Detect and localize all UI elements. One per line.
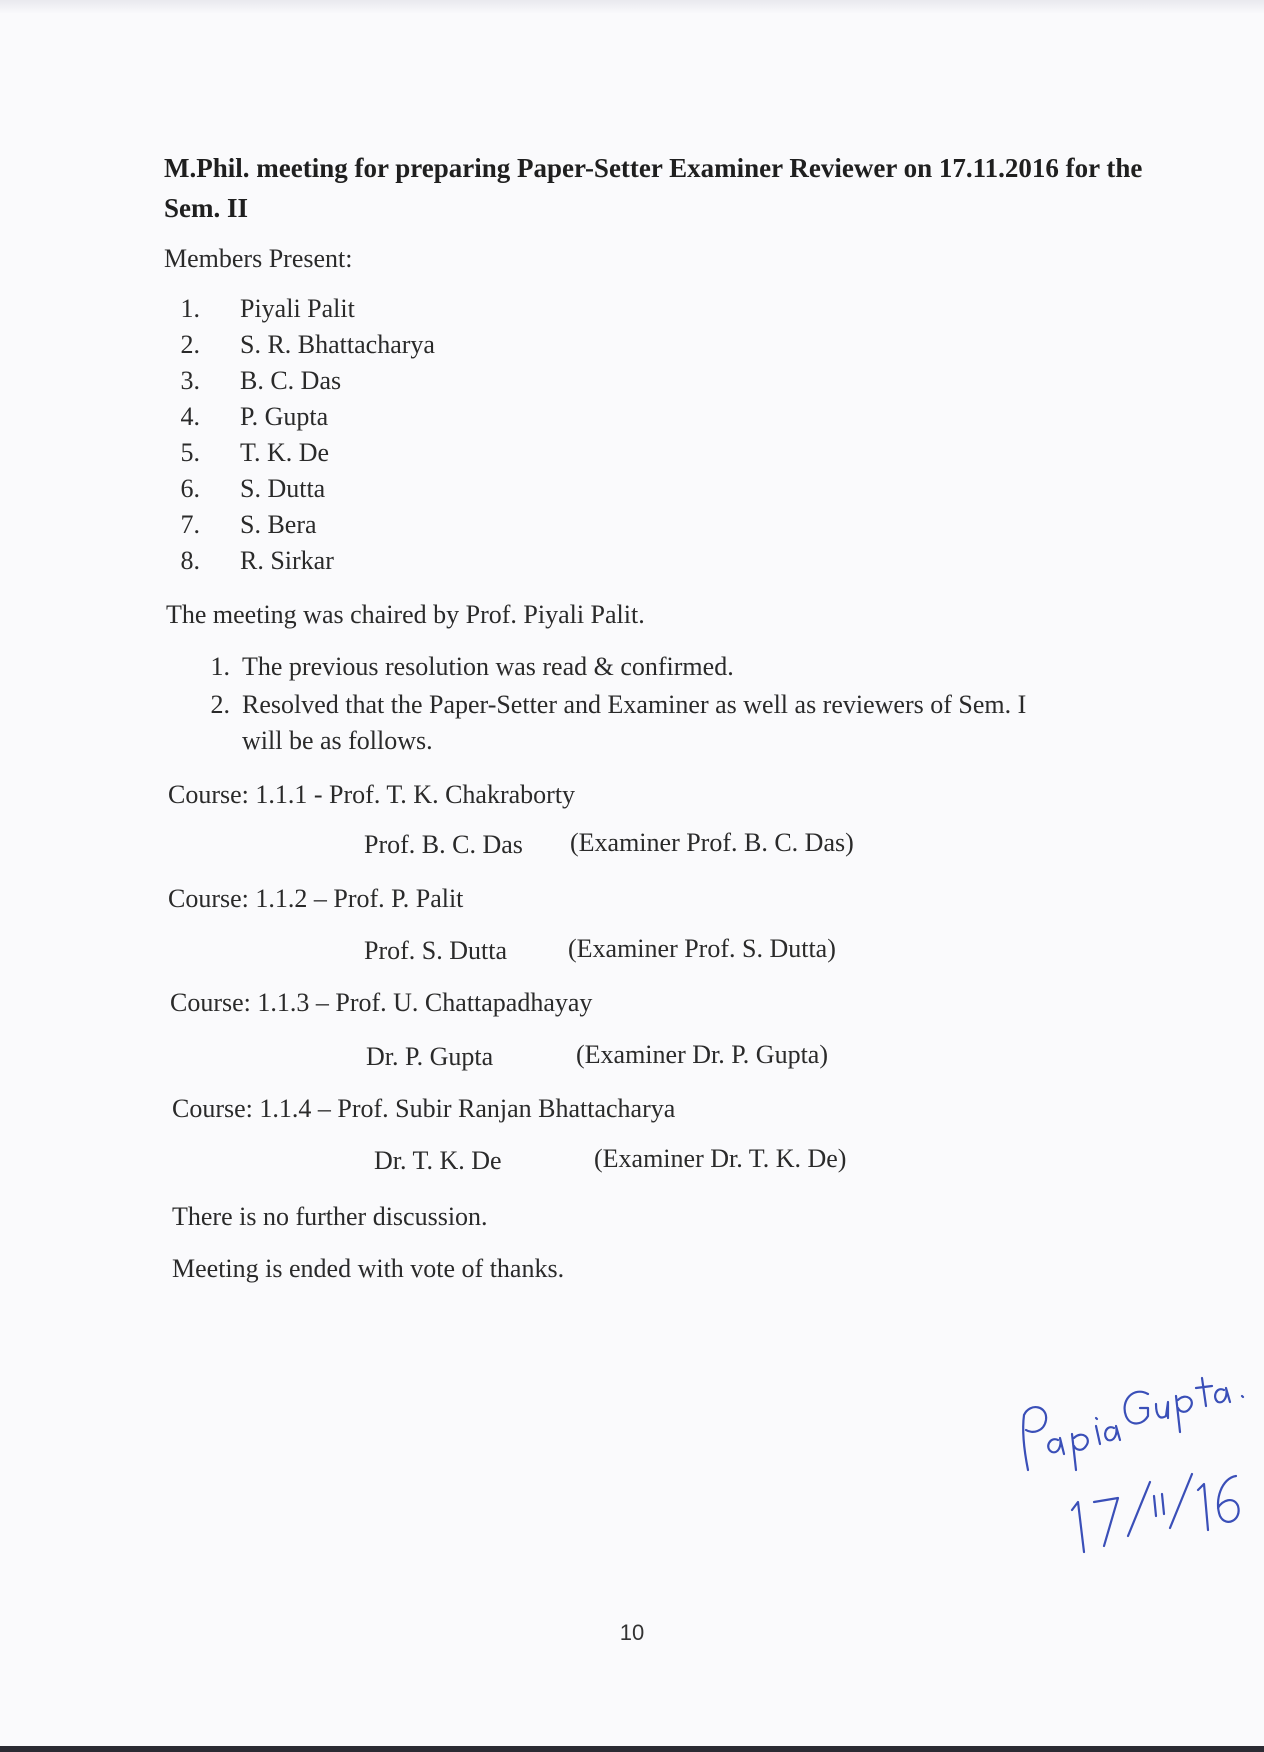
course-examiner: (Examiner Dr. T. K. De) (594, 1144, 847, 1173)
member-number: 2. (180, 330, 200, 359)
member-number: 1. (180, 294, 200, 323)
course-line: Course: 1.1.3 – Prof. U. Chattapadhayay (170, 988, 593, 1017)
course-reviewer: Prof. S. Dutta (364, 936, 507, 965)
resolution-text-continued: will be as follows. (242, 726, 433, 755)
page-number: 10 (619, 1620, 645, 1645)
course-examiner: (Examiner Dr. P. Gupta) (576, 1040, 829, 1069)
scan-bottom-edge (0, 1746, 1264, 1752)
course-examiner: (Examiner Prof. B. C. Das) (570, 828, 854, 857)
handwritten-signature (1010, 1360, 1250, 1560)
scan-top-edge (0, 0, 1264, 14)
member-name: R. Sirkar (240, 546, 334, 575)
members-heading: Members Present: (164, 244, 353, 273)
chair-statement: The meeting was chaired by Prof. Piyali Palit. (166, 600, 645, 629)
course-line: Course: 1.1.4 – Prof. Subir Ranjan Bhattacharya (172, 1094, 676, 1123)
member-number: 4. (180, 402, 200, 431)
member-number: 7. (180, 510, 200, 539)
member-name: S. Bera (240, 510, 317, 539)
course-examiner: (Examiner Prof. S. Dutta) (568, 934, 836, 963)
closing-line: Meeting is ended with vote of thanks. (172, 1254, 565, 1283)
resolution-text: Resolved that the Paper-Setter and Examiner as well as reviewers of Sem. I (242, 690, 1027, 719)
document-title: M.Phil. meeting for preparing Paper-Setter Examiner Reviewer on 17.11.2016 for the Sem. II (164, 153, 1143, 223)
course-reviewer: Prof. B. C. Das (364, 830, 523, 859)
resolution-text: The previous resolution was read & confirmed. (242, 652, 734, 681)
member-number: 8. (180, 546, 200, 575)
member-number: 6. (180, 474, 200, 503)
member-name: S. Dutta (240, 474, 326, 503)
member-name: B. C. Das (240, 366, 342, 395)
course-reviewer: Dr. T. K. De (374, 1146, 502, 1175)
member-name: T. K. De (240, 438, 330, 467)
resolution-number: 1. (210, 652, 230, 681)
member-name: Piyali Palit (240, 294, 355, 323)
member-number: 3. (180, 366, 200, 395)
course-line: Course: 1.1.2 – Prof. P. Palit (168, 884, 464, 913)
course-reviewer: Dr. P. Gupta (366, 1042, 494, 1071)
course-line: Course: 1.1.1 - Prof. T. K. Chakraborty (168, 780, 576, 809)
resolution-number: 2. (210, 690, 230, 719)
member-name: P. Gupta (240, 402, 329, 431)
closing-line: There is no further discussion. (172, 1202, 488, 1231)
member-number: 5. (180, 438, 200, 467)
member-name: S. R. Bhattacharya (240, 330, 435, 359)
